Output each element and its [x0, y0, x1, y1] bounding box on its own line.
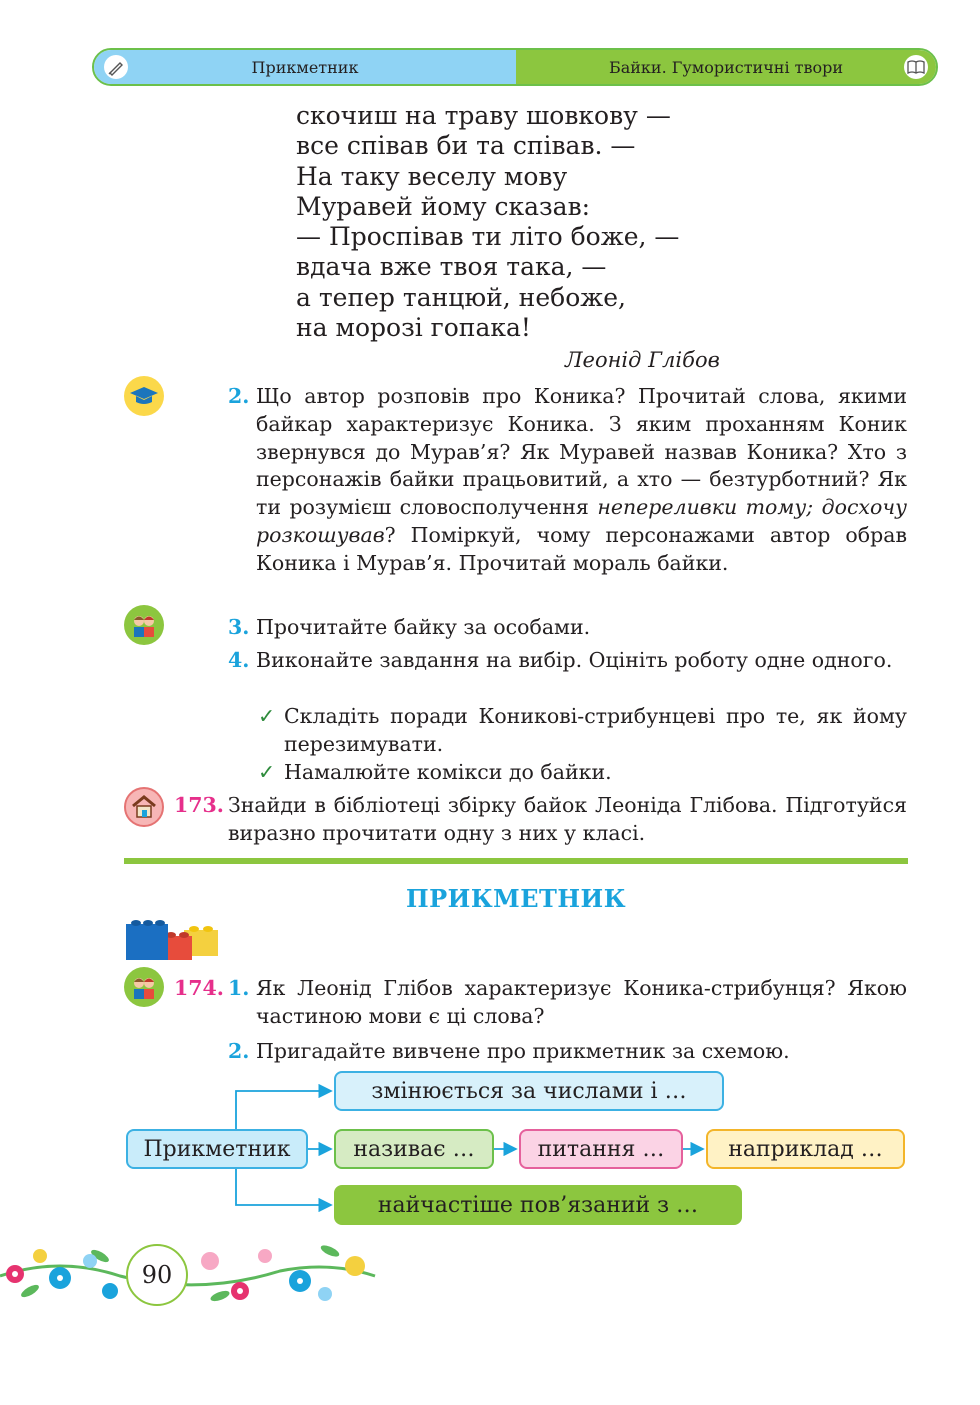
header-left-title: Прикметник — [251, 57, 359, 77]
task-4-text: Виконайте завдання на вибір. Оцініть роботу одне одного. — [256, 648, 893, 672]
poem-line: Муравей йому сказав: — [296, 191, 591, 221]
poem-author: Леонід Глібов — [565, 348, 720, 372]
task-2-text-a: Що автор розповів про Коника? Прочитай слова, якими байкар характеризує Коника. З яким проханням Коник звернувся до Мурав’я? Як Муравей назвав Коника? Хто з персонажів байки працьовитий, а хто — безтурботний? Як ти розумієш словосполучення — [256, 384, 907, 520]
exercise-173-text: Знайди в бібліотеці збірку байок Леоніда Глібова. Підготуйся виразно прочитати одну з них у класі. — [228, 793, 907, 845]
scheme-main-box: Прикметник — [126, 1129, 308, 1169]
poem-line: На таку веселу мову — [296, 161, 568, 191]
task-4-option-1: Складіть поради Коникові-стрибунцеві про те, як йому перезимувати. — [284, 704, 907, 756]
exercise-number: 173. — [174, 793, 224, 817]
task-number: 2. — [228, 384, 250, 408]
task-number: 4. — [228, 648, 250, 672]
check-icon: ✓ — [258, 760, 276, 784]
header-right-title: Байки. Гумористичні твори — [608, 57, 844, 77]
poem-line: на морозі гопака! — [296, 313, 531, 343]
exercise-174-sub2-text: Пригадайте вивчене про прикметник за схемою. — [256, 1039, 790, 1063]
task-number: 1. — [228, 976, 250, 1000]
task-number: 2. — [228, 1039, 250, 1063]
flower-decoration-icon — [0, 1236, 380, 1316]
poem-line: а тепер танцюй, небоже, — [296, 282, 626, 312]
exercise-174-sub1-text: Як Леонід Глібов характеризує Коника-стрибунця? Якою частиною мови є ці слова? — [256, 976, 907, 1028]
scheme-names-box: називає … — [334, 1129, 494, 1169]
scheme-top-box: змінюється за числами і … — [334, 1071, 724, 1111]
task-3-text: Прочитайте байку за особами. — [256, 615, 591, 639]
check-icon: ✓ — [258, 704, 276, 728]
task-2-text-b: ? Поміркуй, чому персонажами автор обрав Коника і Мурав’я. Прочитай мораль байки. — [256, 522, 907, 575]
exercise-number: 174. — [174, 976, 224, 1000]
poem-line: вдача вже твоя така, — — [296, 252, 607, 282]
poem-line: — Проспівав ти літо боже, — — [296, 222, 680, 252]
task-2-italic-phrase: непереливки тому; досхочу розкошував — [256, 495, 907, 547]
poem-line: скочиш на траву шовкову — — [296, 101, 671, 130]
task-4-option-2: Намалюйте комікси до байки. — [284, 760, 612, 784]
task-number: 3. — [228, 615, 250, 639]
page-number: 90 — [126, 1244, 188, 1306]
scheme-question-box: питання … — [519, 1129, 683, 1169]
poem-line: все співав би та співав. — — [296, 131, 636, 161]
section-title: ПРИКМЕТНИК — [405, 884, 627, 913]
scheme-example-box: наприклад … — [706, 1129, 905, 1169]
scheme-bottom-box: найчастіше пов’язаний з … — [334, 1185, 742, 1225]
